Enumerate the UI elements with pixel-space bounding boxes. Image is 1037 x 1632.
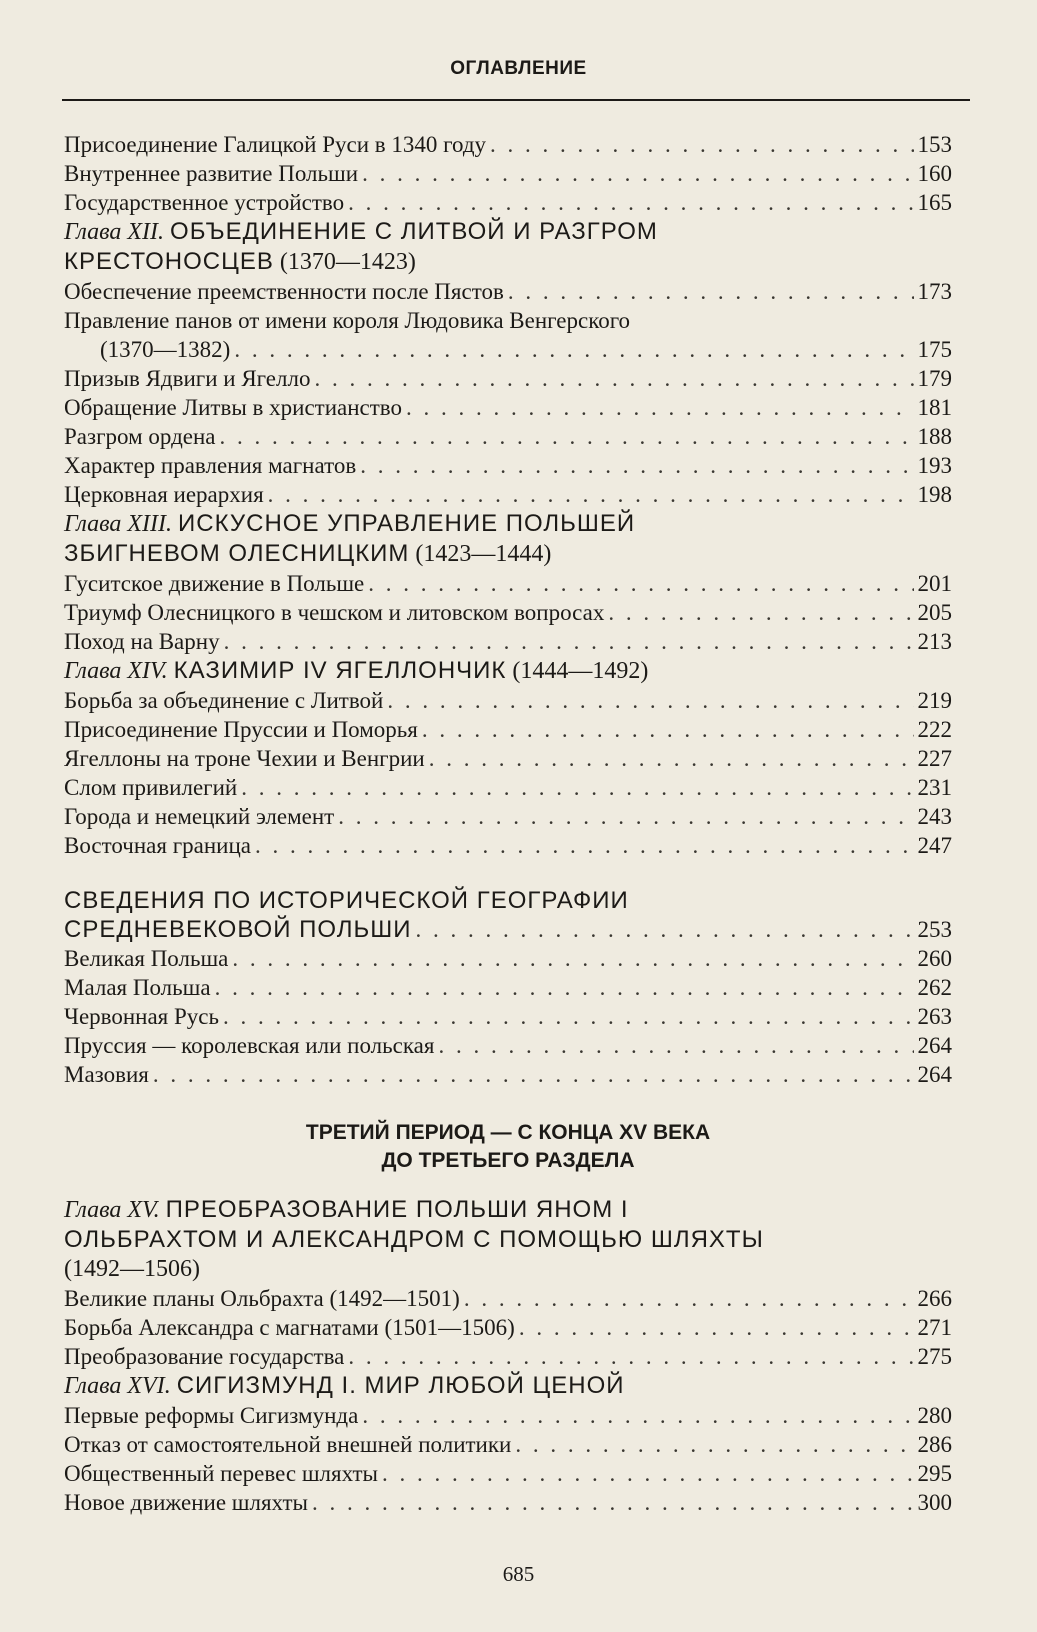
chapter-label: Глава XIII. [64, 511, 173, 537]
page-number: 260 [917, 946, 952, 971]
page-number: 295 [917, 1461, 952, 1486]
entry-title: Триумф Олесницкого в чешском и литовском вопросах [64, 600, 605, 625]
entry-group [64, 277, 952, 306]
page-number: 175 [917, 337, 952, 362]
toc-entry[interactable] [64, 1284, 952, 1313]
toc-entry[interactable] [64, 130, 952, 159]
page-number: 205 [917, 600, 952, 625]
page-number: 300 [917, 1490, 952, 1515]
toc-entry[interactable] [64, 159, 952, 188]
entry-title: Великая Польша [64, 946, 229, 971]
page-number: 286 [917, 1432, 952, 1457]
entry-group [64, 944, 952, 1089]
entry-title: Новое движение шляхты [64, 1490, 308, 1515]
page-number: 264 [917, 1062, 952, 1087]
toc-entry-cont[interactable] [64, 335, 952, 364]
page-number: 263 [917, 1004, 952, 1029]
toc-entry[interactable] [64, 569, 952, 598]
toc-entry[interactable] [64, 915, 952, 944]
toc-entry[interactable] [64, 1060, 952, 1089]
entry-title: Мазовия [64, 1062, 149, 1087]
chapter-heading-cont [64, 539, 952, 569]
page-number: 227 [917, 746, 952, 771]
leader-dots [382, 1459, 913, 1488]
leader-dots [220, 422, 914, 451]
page-number: 201 [917, 571, 952, 596]
entry-title: Борьба за объединение с Литвой [64, 688, 384, 713]
entry-title: Восточная граница [64, 833, 251, 858]
toc-entry[interactable] [64, 1459, 952, 1488]
toc-entry[interactable] [64, 744, 952, 773]
leader-dots [338, 802, 913, 831]
entry-title: (1370—1382) [100, 337, 231, 362]
leader-dots [153, 1060, 914, 1089]
page-number: 222 [917, 717, 952, 742]
toc-entry[interactable] [64, 393, 952, 422]
chapter-heading-cont [64, 1255, 952, 1284]
toc-entry[interactable] [64, 686, 952, 715]
toc-entry[interactable] [64, 1401, 952, 1430]
entry-title: Обеспечение преемственности после Пястов [64, 279, 504, 304]
chapter-years: (1444—1492) [512, 658, 649, 684]
header-rule [62, 99, 970, 101]
period-title: ТРЕТИЙ ПЕРИОД — С КОНЦА XV ВЕКА [305, 1121, 711, 1144]
page-number: 243 [917, 804, 952, 829]
chapter-years: (1492—1506) [64, 1256, 200, 1282]
leader-dots [608, 598, 913, 627]
toc-entry[interactable] [64, 451, 952, 480]
chapter-title: КАЗИМИР IV ЯГЕЛЛОНЧИК [173, 657, 507, 684]
section-title: СРЕДНЕВЕКОВОЙ ПОЛЬШИ [64, 916, 412, 943]
leader-dots [519, 1313, 914, 1342]
page-number: 247 [917, 833, 952, 858]
entry-title: Присоединение Галицкой Руси в 1340 году [64, 132, 487, 157]
toc-entry[interactable] [64, 773, 952, 802]
leader-dots [362, 159, 913, 188]
page-number: 165 [917, 190, 952, 215]
toc-entry[interactable] [64, 480, 952, 509]
toc-entry[interactable] [64, 1313, 952, 1342]
page-number: 193 [917, 453, 952, 478]
toc-entry[interactable] [64, 306, 952, 335]
toc-entry[interactable] [64, 277, 952, 306]
entry-title: Преобразование государства [64, 1344, 345, 1369]
page-number: 198 [917, 482, 952, 507]
page-number: 219 [917, 688, 952, 713]
page-number: 253 [917, 917, 952, 942]
entry-title: Характер правления магнатов [64, 453, 357, 478]
toc-entry[interactable] [64, 364, 952, 393]
chapter-heading-cont [64, 247, 952, 277]
page-number: 231 [917, 775, 952, 800]
entry-title: Призыв Ядвиги и Ягелло [64, 366, 311, 391]
toc-entry[interactable] [64, 973, 952, 1002]
period-title: ДО ТРЕТЬЕГО РАЗДЕЛА [381, 1149, 635, 1172]
leader-dots [312, 1488, 914, 1517]
toc-entry[interactable] [64, 715, 952, 744]
chapter-heading [64, 1195, 952, 1225]
entry-group [64, 1401, 952, 1517]
chapter-label: Глава XV. [64, 1197, 160, 1223]
leader-dots [314, 364, 913, 393]
chapter-heading [64, 217, 952, 247]
entry-title: Обращение Литвы в христианство [64, 395, 403, 420]
entry-title: Церковная иерархия [64, 482, 264, 507]
entry-title: Государственное устройство [64, 190, 345, 215]
entry-title: Присоединение Пруссии и Поморья [64, 717, 418, 742]
leader-dots [362, 1401, 913, 1430]
period-heading [64, 1119, 952, 1175]
leader-dots [406, 393, 913, 422]
toc-entry[interactable] [64, 422, 952, 451]
page-number: 153 [917, 132, 952, 157]
chapter-label: Глава XIV. [64, 658, 168, 684]
chapter-title: ЗБИГНЕВОМ ОЛЕСНИЦКИМ [64, 540, 410, 567]
page-number: 266 [917, 1286, 952, 1311]
leader-dots [348, 188, 913, 217]
leader-dots [422, 715, 914, 744]
entry-title: Пруссия — королевская или польская [64, 1033, 435, 1058]
chapter-heading [64, 656, 952, 686]
entry-group [64, 569, 952, 656]
toc-entry[interactable] [64, 802, 952, 831]
toc-entry[interactable] [64, 1430, 952, 1459]
chapter-title: СИГИЗМУНД I. МИР ЛЮБОЙ ЦЕНОЙ [176, 1372, 625, 1399]
toc-entry[interactable] [64, 1002, 952, 1031]
running-head: ОГЛАВЛЕНИЕ [450, 58, 587, 79]
entry-group [64, 1284, 952, 1371]
leader-dots [224, 627, 914, 656]
chapter-years: (1423—1444) [415, 541, 552, 567]
entry-title: Разгром ордена [64, 424, 216, 449]
leader-dots [490, 130, 913, 159]
leader-dots [232, 944, 913, 973]
entry-title: Общественный перевес шляхты [64, 1461, 379, 1486]
leader-dots [368, 569, 913, 598]
toc-entry[interactable] [64, 1342, 952, 1371]
page-number: 264 [917, 1033, 952, 1058]
chapter-heading [64, 509, 952, 539]
page-number-footer: 685 [502, 1562, 535, 1586]
page-number: 213 [917, 629, 952, 654]
entry-title: Великие планы Ольбрахта (1492—1501) [64, 1286, 460, 1311]
entry-title: Внутреннее развитие Польши [64, 161, 359, 186]
toc-entry[interactable] [64, 831, 952, 860]
entry-title: Червонная Русь [64, 1004, 220, 1029]
page-number: 262 [917, 975, 952, 1000]
leader-dots [223, 1002, 913, 1031]
chapter-title: ИСКУСНОЕ УПРАВЛЕНИЕ ПОЛЬШЕЙ [178, 510, 636, 537]
leader-dots [360, 451, 913, 480]
entry-title: Города и немецкий элемент [64, 804, 335, 829]
leader-dots [215, 973, 914, 1002]
entry-title: Первые реформы Сигизмунда [64, 1403, 359, 1428]
entry-group [64, 364, 952, 509]
entry-title: Правление панов от имени короля Людовика Венгерского [64, 308, 631, 333]
leader-dots [429, 744, 914, 773]
page-number: 188 [917, 424, 952, 449]
page-number: 275 [917, 1344, 952, 1369]
chapter-heading-cont [64, 1225, 952, 1255]
entry-title: Слом привилегий [64, 775, 238, 800]
leader-dots [464, 1284, 914, 1313]
chapter-years: (1370—1423) [279, 249, 416, 275]
leader-dots [268, 480, 914, 509]
page-number: 160 [917, 161, 952, 186]
page-number: 181 [917, 395, 952, 420]
entry-group [64, 686, 952, 860]
page-number: 179 [917, 366, 952, 391]
leader-dots [348, 1342, 913, 1371]
leader-dots [515, 1430, 913, 1459]
toc-entry[interactable] [64, 627, 952, 656]
page-number: 280 [917, 1403, 952, 1428]
leader-dots [416, 915, 914, 944]
leader-dots [255, 831, 914, 860]
entry-title: Борьба Александра с магнатами (1501—1506) [64, 1315, 515, 1340]
entry-title: Малая Польша [64, 975, 211, 1000]
leader-dots [234, 335, 913, 364]
leader-dots [387, 686, 913, 715]
leader-dots [438, 1031, 913, 1060]
chapter-title: ОБЪЕДИНЕНИЕ С ЛИТВОЙ И РАЗГРОМ [170, 218, 658, 245]
chapter-label: Глава XII. [64, 219, 165, 245]
page-number: 271 [917, 1315, 952, 1340]
toc-entry[interactable] [64, 1488, 952, 1517]
entry-title: Ягеллоны на троне Чехии и Венгрии [64, 746, 425, 771]
entry-title: Поход на Варну [64, 629, 220, 654]
chapter-title: КРЕСТОНОСЦЕВ [64, 248, 274, 275]
chapter-title: ПРЕОБРАЗОВАНИЕ ПОЛЬШИ ЯНОМ I [165, 1196, 629, 1223]
entry-title: Гуситское движение в Польше [64, 571, 365, 596]
entry-title: Отказ от самостоятельной внешней политики [64, 1432, 512, 1457]
chapter-heading [64, 1371, 952, 1401]
page-number: 173 [917, 279, 952, 304]
entry-group [64, 130, 952, 217]
toc-entry[interactable] [64, 944, 952, 973]
leader-dots [241, 773, 913, 802]
table-of-contents [64, 130, 952, 1517]
section-title: СВЕДЕНИЯ ПО ИСТОРИЧЕСКОЙ ГЕОГРАФИИ [64, 887, 629, 914]
chapter-label: Глава XVI. [64, 1373, 171, 1399]
toc-entry[interactable] [64, 598, 952, 627]
toc-entry[interactable] [64, 1031, 952, 1060]
toc-entry[interactable] [64, 188, 952, 217]
leader-dots [508, 277, 914, 306]
chapter-title: ОЛЬБРАХТОМ И АЛЕКСАНДРОМ С ПОМОЩЬЮ ШЛЯХТЫ [64, 1226, 764, 1253]
